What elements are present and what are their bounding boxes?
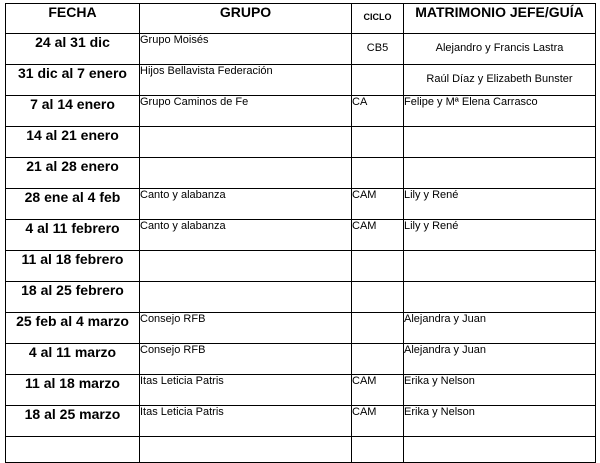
cell-matrimonio — [404, 282, 596, 313]
table-row — [6, 313, 596, 344]
table-row — [6, 251, 596, 282]
cell-fecha: 18 al 25 febrero — [6, 282, 140, 313]
cell-matrimonio — [404, 127, 596, 158]
header-fecha: FECHA — [6, 4, 140, 34]
cell-matrimonio: Alejandra y Juan — [404, 344, 596, 375]
cell-ciclo — [352, 344, 404, 375]
cell-fecha: 11 al 18 febrero — [6, 251, 140, 282]
cell-fecha: 4 al 11 marzo — [6, 344, 140, 375]
cell-fecha: 25 feb al 4 marzo — [6, 313, 140, 344]
cell-grupo: Consejo RFB — [140, 344, 352, 375]
cell-grupo: Grupo Moisés — [140, 34, 352, 65]
cell-matrimonio: Alejandra y Juan — [404, 313, 596, 344]
cell-matrimonio: Alejandro y Francis Lastra — [404, 34, 596, 65]
cell-ciclo: CAM — [352, 375, 404, 406]
header-row — [6, 4, 596, 34]
table-row — [6, 437, 596, 463]
cell-ciclo: CB5 — [352, 34, 404, 65]
cell-fecha: 11 al 18 marzo — [6, 375, 140, 406]
cell-matrimonio — [404, 437, 596, 463]
cell-ciclo: CAM — [352, 189, 404, 220]
cell-grupo: Canto y alabanza — [140, 220, 352, 251]
schedule-table — [5, 3, 596, 463]
cell-fecha: 31 dic al 7 enero — [6, 65, 140, 96]
table-row — [6, 34, 596, 65]
cell-matrimonio: Lily y René — [404, 220, 596, 251]
header-grupo: GRUPO — [140, 4, 352, 34]
cell-matrimonio: Erika y Nelson — [404, 406, 596, 437]
cell-matrimonio: Felipe y Mª Elena Carrasco — [404, 96, 596, 127]
cell-grupo: Canto y alabanza — [140, 189, 352, 220]
table-row — [6, 406, 596, 437]
cell-ciclo — [352, 282, 404, 313]
cell-fecha: 14 al 21 enero — [6, 127, 140, 158]
cell-fecha: 7 al 14 enero — [6, 96, 140, 127]
cell-grupo — [140, 251, 352, 282]
cell-ciclo: CAM — [352, 220, 404, 251]
table-row — [6, 282, 596, 313]
cell-fecha: 24 al 31 dic — [6, 34, 140, 65]
table-row — [6, 189, 596, 220]
table-row — [6, 127, 596, 158]
table-row — [6, 220, 596, 251]
cell-matrimonio: Lily y René — [404, 189, 596, 220]
cell-matrimonio: Erika y Nelson — [404, 375, 596, 406]
cell-grupo — [140, 437, 352, 463]
cell-grupo: Itas Leticia Patris — [140, 375, 352, 406]
cell-ciclo — [352, 65, 404, 96]
cell-ciclo — [352, 313, 404, 344]
cell-fecha — [6, 437, 140, 463]
cell-fecha: 4 al 11 febrero — [6, 220, 140, 251]
cell-ciclo — [352, 158, 404, 189]
cell-matrimonio: Raúl Díaz y Elizabeth Bunster — [404, 65, 596, 96]
cell-fecha: 21 al 28 enero — [6, 158, 140, 189]
cell-matrimonio — [404, 158, 596, 189]
cell-ciclo — [352, 437, 404, 463]
cell-ciclo: CAM — [352, 406, 404, 437]
cell-grupo — [140, 282, 352, 313]
table-row — [6, 96, 596, 127]
cell-fecha: 18 al 25 marzo — [6, 406, 140, 437]
cell-fecha: 28 ene al 4 feb — [6, 189, 140, 220]
table-row — [6, 375, 596, 406]
cell-grupo — [140, 127, 352, 158]
cell-ciclo — [352, 251, 404, 282]
cell-grupo: Consejo RFB — [140, 313, 352, 344]
cell-ciclo: CA — [352, 96, 404, 127]
table-body — [6, 34, 596, 463]
table-header — [6, 4, 596, 34]
cell-matrimonio — [404, 251, 596, 282]
cell-ciclo — [352, 127, 404, 158]
header-matrimonio: MATRIMONIO JEFE/GUÍA — [404, 4, 596, 34]
cell-grupo: Itas Leticia Patris — [140, 406, 352, 437]
table-row — [6, 65, 596, 96]
cell-grupo: Hijos Bellavista Federación — [140, 65, 352, 96]
header-ciclo: CICLO — [352, 4, 404, 34]
cell-grupo: Grupo Caminos de Fe — [140, 96, 352, 127]
cell-grupo — [140, 158, 352, 189]
table-row — [6, 344, 596, 375]
table-row — [6, 158, 596, 189]
